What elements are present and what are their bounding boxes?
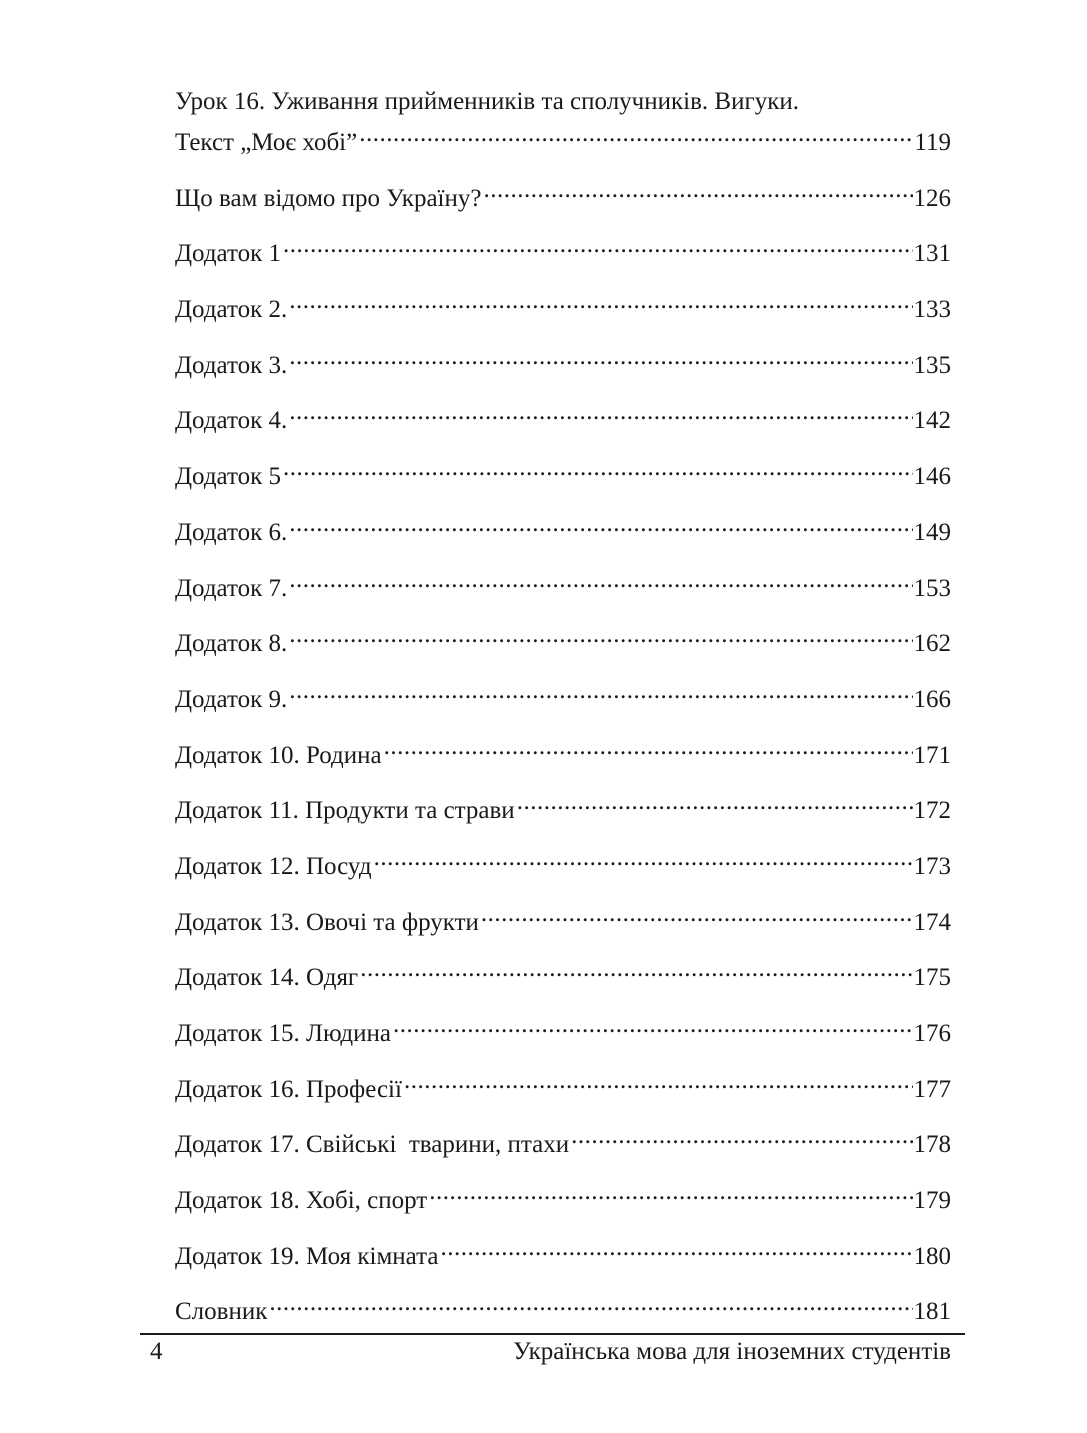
toc-entry-title: Додаток 18. Хобі, спорт [175,1187,428,1215]
dot-leader [281,452,913,484]
toc-entry [175,953,951,994]
toc-entry [175,229,951,270]
dot-leader [481,174,912,206]
toc-entry [175,452,951,493]
toc-entry [175,1009,951,1050]
toc-entry-title: Додаток 7. [175,574,288,602]
toc-entry-page: 176 [913,1020,951,1047]
toc-entry [175,1120,951,1161]
dot-leader [287,619,912,651]
toc-entry-page: 149 [913,518,951,546]
toc-entry-page: 179 [913,1187,951,1215]
toc-entry [175,341,951,382]
toc-entry [175,174,951,215]
table-of-contents [175,86,951,1343]
dot-leader [569,1120,912,1152]
dot-leader [287,675,912,707]
toc-entry-page: 171 [913,741,951,769]
dot-leader [427,1176,912,1208]
toc-entry-page: 131 [913,240,951,268]
dot-leader [372,842,913,874]
dot-leader [267,1287,912,1319]
dot-leader [438,1232,912,1264]
toc-entry [175,898,951,939]
toc-entry [175,564,951,605]
toc-entry-page: 133 [913,296,951,324]
toc-entry-page: 135 [913,351,951,379]
toc-entry [175,396,951,437]
toc-entry-title: Додаток 19. Моя кімната [175,1242,439,1270]
footer-page-number: 4 [150,1338,163,1365]
dot-leader [287,564,912,596]
dot-leader [515,786,913,818]
toc-entry-title: Додаток 13. Овочі та фрукти [175,908,479,936]
toc-entry [175,731,951,772]
toc-entry [175,675,951,716]
toc-entry-title: Додаток 5 [175,463,281,491]
dot-leader [391,1009,913,1041]
toc-entry [175,1176,951,1217]
toc-entry-page: 172 [913,797,951,825]
toc-entry [175,786,951,827]
toc-entry-page: 181 [913,1298,951,1326]
dot-leader [358,953,912,985]
toc-entry-title: Додаток 17. Свійські тварини, птахи [175,1131,570,1159]
toc-entry [175,842,951,883]
toc-entry-title: Додаток 9. [175,685,288,713]
toc-entry-page: 175 [913,964,951,992]
toc-entry-page: 166 [913,685,951,713]
toc-entry [175,1287,951,1328]
toc-entry-title: Додаток 6. [175,518,288,546]
toc-entry-line [175,118,951,159]
toc-entry [175,508,951,549]
toc-entry-title: Додаток 4. [175,407,288,435]
toc-entry-title: Додаток 16. Професії [175,1075,402,1103]
dot-leader [357,118,913,150]
toc-entry-page: 180 [913,1242,951,1270]
toc-entry-page: 153 [913,574,951,602]
toc-entry-title: Додаток 2. [175,296,288,324]
toc-entry-page: 162 [913,630,951,658]
toc-entry-page: 178 [913,1131,951,1159]
toc-entry [175,86,951,159]
toc-entry-page: 177 [913,1075,951,1103]
toc-entry-title: Додаток 14. Одяг [175,964,359,992]
dot-leader [287,285,912,317]
dot-leader [287,508,912,540]
dot-leader [402,1065,913,1097]
toc-entry [175,619,951,660]
toc-entry-title: Додаток 10. Родина [175,741,382,769]
toc-entry-title-line-1: Урок 16. Уживання прийменників та сполучників. Вигуки. [175,88,799,115]
toc-entry-title: Додаток 15. Людина [175,1020,391,1047]
toc-entry-title: Що вам відомо про Україну? [175,184,482,212]
footer-divider [140,1333,965,1335]
toc-entry-title: Додаток 1 [175,240,281,268]
toc-entry [175,285,951,326]
toc-entry-title: Додаток 12. Посуд [175,852,372,880]
toc-entry-page: 174 [913,908,951,936]
toc-entry-title: Додаток 8. [175,630,288,658]
toc-entry-title: Додаток 3. [175,351,288,379]
dot-leader [479,898,913,930]
toc-entry [175,1232,951,1273]
toc-entry-page: 142 [913,407,951,435]
toc-entry [175,1065,951,1106]
toc-entry-page: 146 [913,463,951,491]
footer-book-title: Українська мова для іноземних студентів [513,1338,951,1365]
toc-entry-title: Текст „Моє хобі” [175,129,358,156]
toc-entry-title: Словник [175,1298,268,1326]
dot-leader [281,229,913,261]
dot-leader [382,731,913,763]
dot-leader [287,341,912,373]
toc-entry-page: 126 [913,184,951,212]
toc-entry-title: Додаток 11. Продукти та страви [175,797,515,825]
toc-entry-page: 119 [914,129,951,156]
dot-leader [287,396,912,428]
toc-entry-page: 173 [913,852,951,880]
